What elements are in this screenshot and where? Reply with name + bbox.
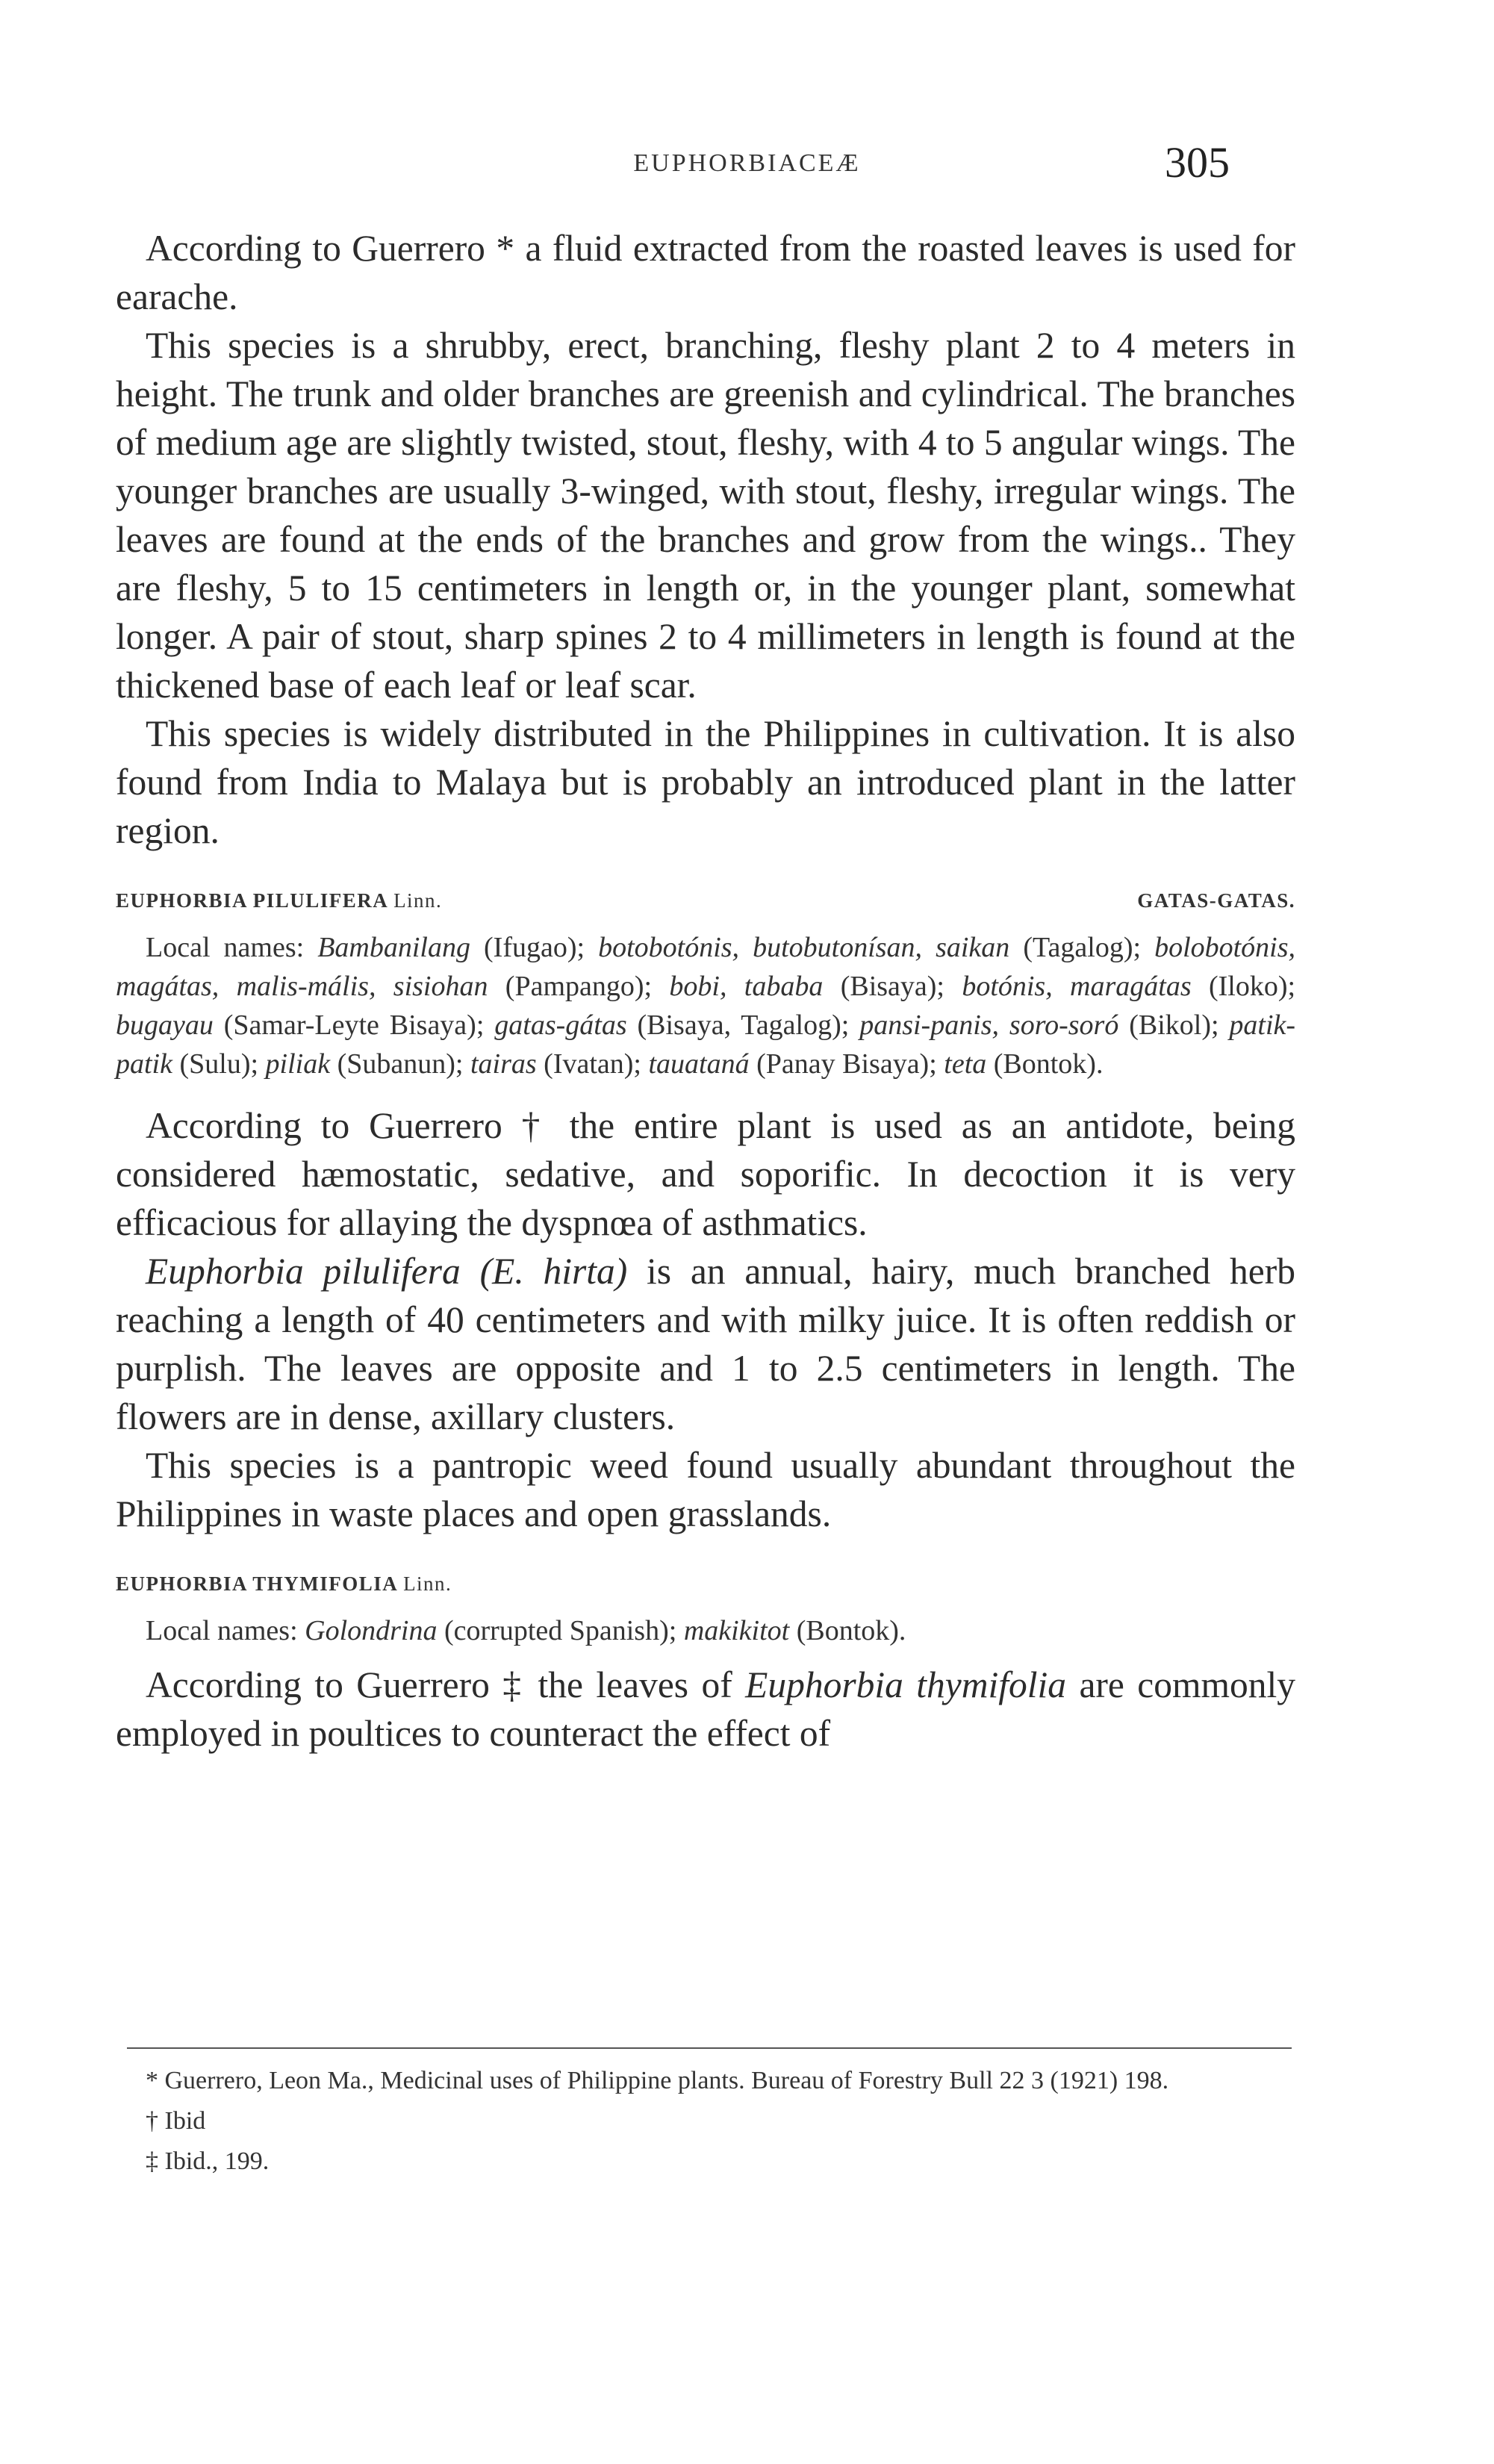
- footnote-rule: [127, 2047, 1292, 2049]
- paragraph-poultice: [116, 1661, 1295, 1758]
- local-lang: (Bontok).: [993, 1048, 1104, 1080]
- footnote-2: [123, 2101, 1292, 2141]
- local-lang: (Samar-Leyte Bisaya);: [223, 1009, 485, 1041]
- footnote-text: Ibid: [164, 2107, 206, 2135]
- footnote-text: Guerrero, Leon Ma., Medicinal uses of Philippine plants. Bureau of Forestry Bull 22 3 (1921) 198.: [164, 2067, 1169, 2094]
- species-title: [116, 1565, 452, 1602]
- local-lang: (Bikol);: [1129, 1009, 1219, 1041]
- species-heading-pilulifera: [116, 882, 1295, 919]
- local-lang: (corrupted Spanish);: [444, 1615, 677, 1646]
- species-author: Linn.: [393, 889, 443, 912]
- local-name: pansi-panis, soro-soró: [859, 1009, 1119, 1041]
- local-name: bugayau: [116, 1009, 214, 1041]
- local-name: bobi, tababa: [669, 971, 824, 1002]
- local-name: botobotónis, butobutonísan, saikan: [598, 932, 1010, 963]
- footnotes: [123, 2061, 1292, 2182]
- footnote-1: [123, 2061, 1292, 2101]
- species-italic: Euphorbia thymifolia: [745, 1664, 1067, 1705]
- local-name: makikitot: [683, 1615, 790, 1646]
- local-lang: (Subanun);: [337, 1048, 464, 1080]
- local-lang: (Sulu);: [179, 1048, 259, 1080]
- local-name: Golondrina: [305, 1615, 438, 1646]
- common-name: GATAS-GATAS.: [1137, 889, 1295, 912]
- local-name: tairas: [470, 1048, 537, 1080]
- local-name: botónis, maragátas: [962, 971, 1192, 1002]
- paragraph-herb-description: [116, 1247, 1295, 1441]
- footnote-mark: ‡: [146, 2147, 158, 2175]
- local-lang: (Iloko);: [1208, 971, 1296, 1002]
- poultice-lead: According to Guerrero ‡ the leaves of: [146, 1664, 746, 1705]
- local-lang: (Tagalog);: [1023, 932, 1142, 963]
- local-name: teta: [944, 1048, 987, 1080]
- local-names-thymifolia: [116, 1611, 1295, 1650]
- local-names-pilulifera: [116, 928, 1295, 1083]
- local-lang: (Pampango);: [505, 971, 653, 1002]
- local-lang: (Ifugao);: [484, 932, 585, 963]
- page-body: [116, 224, 1295, 1758]
- herb-description-text: is an annual, hairy, much branched herb reaching a length of 40 centimeters and with milky juice. It is often reddish or purplish. The leaves are opposite and 1 to 2.5 centimeters in length. The flowers are in dense, axillary clusters.: [116, 1251, 1296, 1437]
- local-name: tauataná: [648, 1048, 750, 1080]
- footnote-3: [123, 2141, 1292, 2182]
- local-name: bolobotónis, magátas, malis-mális, sisiohan: [116, 932, 1296, 1002]
- local-lang: (Bisaya);: [840, 971, 944, 1002]
- local-name: piliak: [265, 1048, 331, 1080]
- paragraph-description: This species is a shrubby, erect, branching, fleshy plant 2 to 4 meters in height. The trunk and older branches are greenish and cylindrical. The branches of medium age are slightly twisted, stout, fleshy, with 4 to 5 angular wings. The younger branches are usually 3-winged, with stout, fleshy, irregular wings. The leaves are found at the ends of the branches and grow from the wings.. They are fleshy, 5 to 15 centimeters in length or, in the younger plant, somewhat longer. A pair of stout, sharp spines 2 to 4 millimeters in length is found at the thickened base of each leaf or leaf scar.: [116, 325, 1295, 706]
- species-author: Linn.: [403, 1572, 452, 1595]
- species-title: [116, 882, 442, 919]
- paragraph-weed: This species is a pantropic weed found usually abundant throughout the Philippines in waste places and open grasslands.: [116, 1445, 1295, 1534]
- local-name: Bambanilang: [317, 932, 470, 963]
- footnote-mark: †: [146, 2107, 158, 2135]
- local-names-label: Local names:: [146, 932, 305, 963]
- local-lang: (Bisaya, Tagalog);: [637, 1009, 850, 1041]
- paragraph-antidote: According to Guerrero † the entire plant is used as an antidote, being considered hæmostatic, sedative, and soporific. In decoction it is very efficacious for allaying the dyspnœa of asthmatics.: [116, 1105, 1295, 1243]
- local-name: patik-patik: [116, 1009, 1296, 1080]
- footnote-text: Ibid., 199.: [164, 2147, 270, 2175]
- paragraph-earache: According to Guerrero * a fluid extracted from the roasted leaves is used for earache.: [116, 228, 1295, 317]
- local-lang: (Bontok).: [796, 1615, 906, 1646]
- page-number: 305: [1165, 138, 1230, 187]
- local-lang: (Ivatan);: [544, 1048, 641, 1080]
- species-name: EUPHORBIA THYMIFOLIA: [116, 1572, 397, 1595]
- local-names-label: Local names:: [146, 1615, 298, 1646]
- poultice-tail: are commonly employed in poultices to counteract the effect of: [116, 1664, 1296, 1754]
- local-name: gatas-gátas: [494, 1009, 627, 1041]
- species-heading-thymifolia: [116, 1565, 1295, 1602]
- running-header: EUPHORBIACEÆ: [633, 149, 861, 177]
- local-lang: (Panay Bisaya);: [756, 1048, 937, 1080]
- footnote-mark: *: [146, 2067, 158, 2094]
- species-italic: Euphorbia pilulifera: [146, 1251, 461, 1292]
- synonym-italic: (E. hirta): [479, 1251, 628, 1292]
- paragraph-distribution: This species is widely distributed in the Philippines in cultivation. It is also found from India to Malaya but is probably an introduced plant in the latter region.: [116, 713, 1295, 851]
- species-name: EUPHORBIA PILULIFERA: [116, 889, 387, 912]
